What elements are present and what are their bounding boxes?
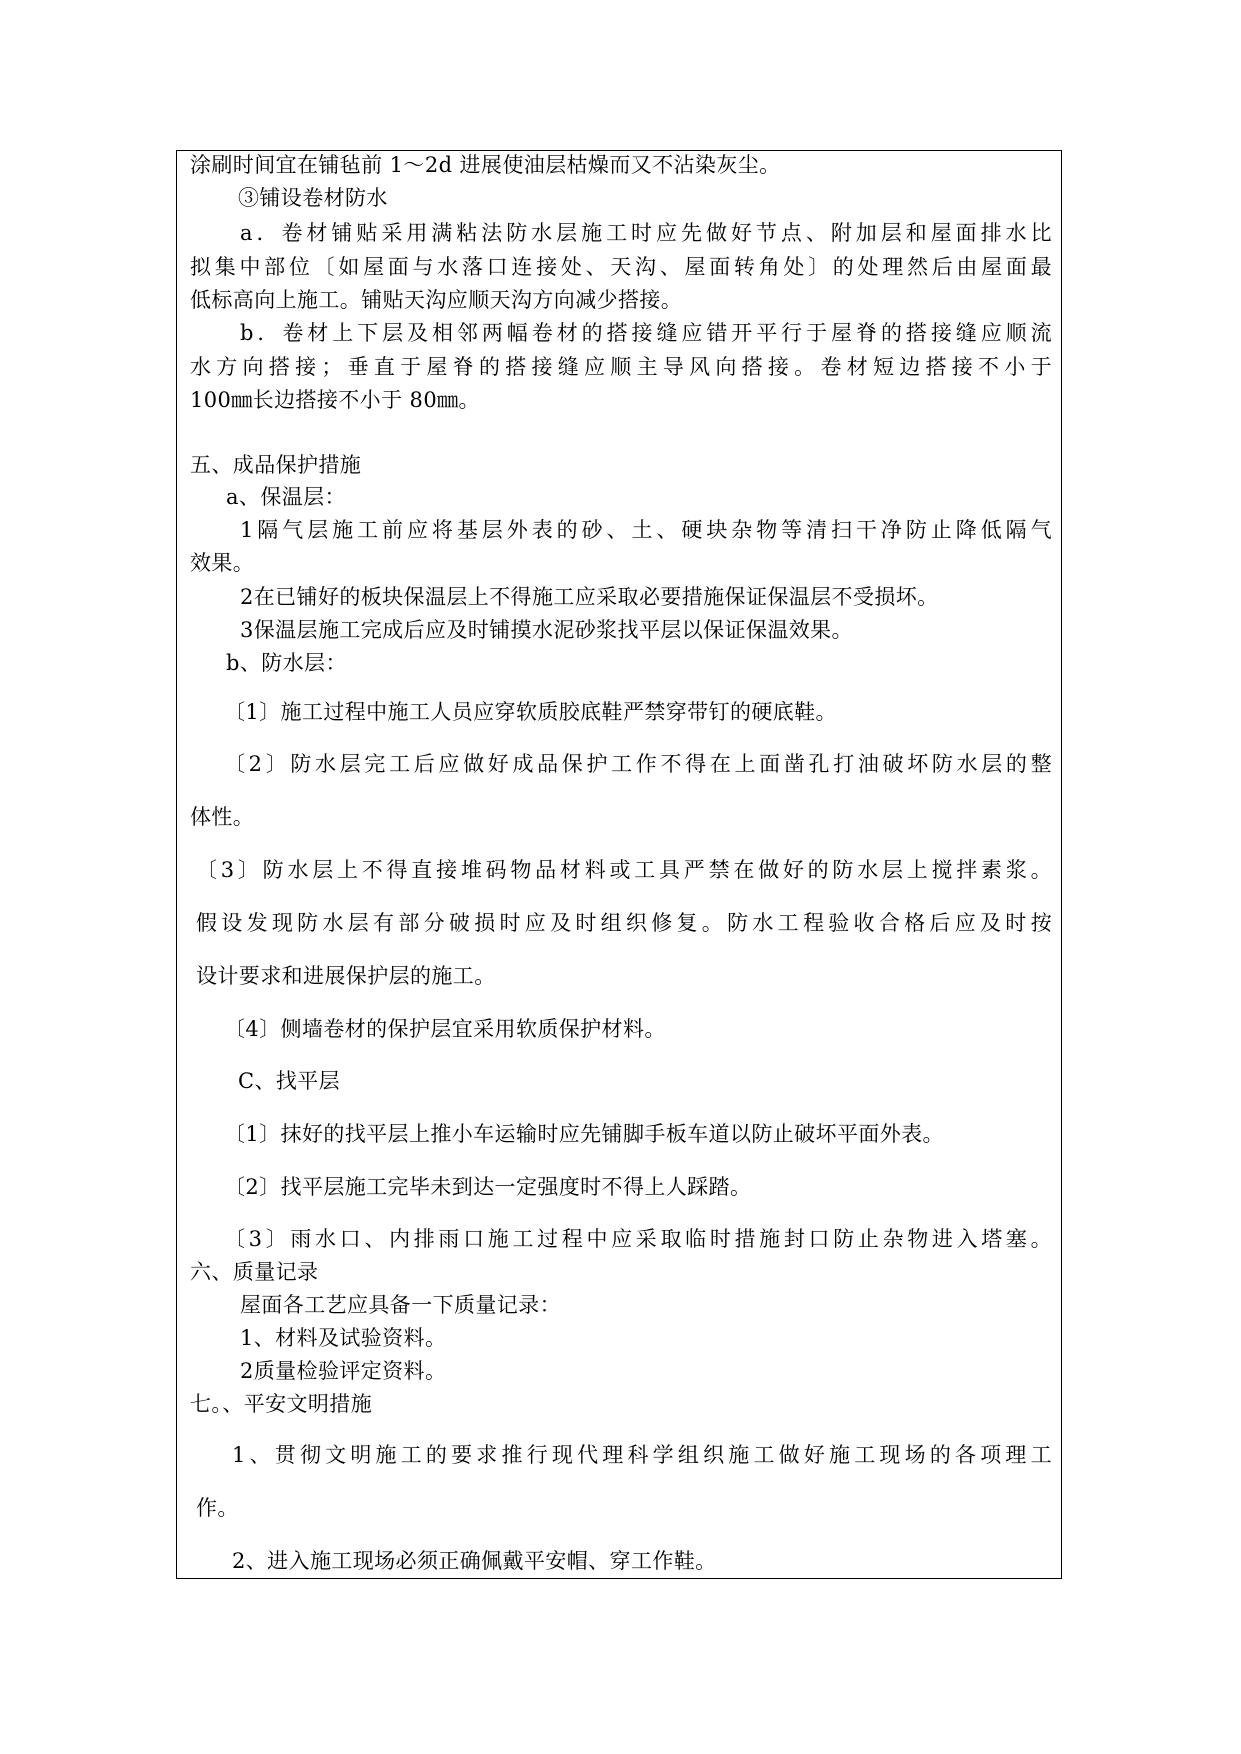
text-line-21: 设计要求和进展保护层的施工。 (196, 964, 496, 988)
subheading-c: C、找平层 (238, 1069, 341, 1093)
text-line-7: 水方向搭接；垂直于屋脊的搭接缝应顺主导风向搭接。卷材短边搭接不小于 (190, 355, 1052, 379)
text-line-32: 1、贯彻文明施工的要求推行现代理科学组织施工做好施工现场的各项理工 (232, 1443, 1052, 1467)
section-heading-7: 七。、平安文明措施 (190, 1392, 373, 1416)
text-line-30: 2质量检验评定资料。 (240, 1359, 447, 1383)
subheading-b: b、防水层： (226, 651, 347, 675)
text-line-12: 效果。 (190, 551, 255, 575)
text-line-3: a．卷材铺贴采用满粘法防水层施工时应先做好节点、附加层和屋面排水比 (240, 221, 1052, 245)
text-line-4: 拟集中部位〔如屋面与水落口连接处、天沟、屋面转角处〕的处理然后由屋面最 (190, 255, 1052, 279)
text-line-34: 2、进入施工现场必须正确佩戴平安帽、穿工作鞋。 (232, 1549, 717, 1573)
text-line-5: 低标高向上施工。铺贴天沟应顺天沟方向减少搭接。 (190, 288, 683, 312)
text-line-6: b．卷材上下层及相邻两幅卷材的搭接缝应错开平行于屋脊的搭接缝应顺流 (240, 321, 1052, 345)
section-heading-5: 五、成品保护措施 (190, 453, 362, 477)
section-heading-6: 六、质量记录 (190, 1260, 319, 1284)
text-line-29: 1、材料及试验资料。 (240, 1326, 447, 1350)
text-line-22: 〔4〕侧墙卷材的保护层宜采用软质保护材料。 (224, 1017, 666, 1041)
text-line-20: 假设发现防水层有部分破损时应及时组织修复。防水工程验收合格后应及时按 (196, 911, 1052, 935)
text-line-8: 100㎜长边搭接不小于 80㎜。 (190, 388, 480, 412)
text-line-13: 2在已铺好的板块保温层上不得施工应采取必要措施保证保温层不受损坏。 (240, 585, 939, 609)
text-line-24: 〔1〕抹好的找平层上推小车运输时应先铺脚手板车道以防止破坏平面外表。 (224, 1122, 944, 1146)
text-line-28: 屋面各工艺应具备一下质量记录： (240, 1293, 561, 1317)
text-line-17: 〔2〕防水层完工后应做好成品保护工作不得在上面凿孔打油破坏防水层的整 (224, 752, 1052, 776)
text-line-1: 涂刷时间宜在铺毡前 1～2d 进展使油层枯燥而又不沾染灰尘。 (190, 153, 781, 177)
text-line-19: 〔3〕防水层上不得直接堆码物品材料或工具严禁在做好的防水层上搅拌素浆。 (196, 858, 1052, 882)
text-line-25: 〔2〕找平层施工完毕未到达一定强度时不得上人踩踏。 (224, 1175, 752, 1199)
text-line-11: 1隔气层施工前应将基层外表的砂、土、硬块杂物等清扫干净防止降低隔气 (240, 518, 1052, 542)
text-line-26: 〔3〕雨水口、内排雨口施工过程中应采取临时措施封口防止杂物进入塔塞。 (224, 1227, 1052, 1251)
text-line-18: 体性。 (190, 805, 255, 829)
text-line-2: ③铺设卷材防水 (238, 186, 388, 210)
text-line-14: 3保温层施工完成后应及时铺摸水泥砂浆找平层以保证保温效果。 (240, 618, 853, 642)
subheading-a: a、保温层： (226, 485, 346, 509)
text-line-16: 〔1〕施工过程中施工人员应穿软质胶底鞋严禁穿带钉的硬底鞋。 (224, 700, 837, 724)
text-line-33: 作。 (196, 1496, 239, 1520)
